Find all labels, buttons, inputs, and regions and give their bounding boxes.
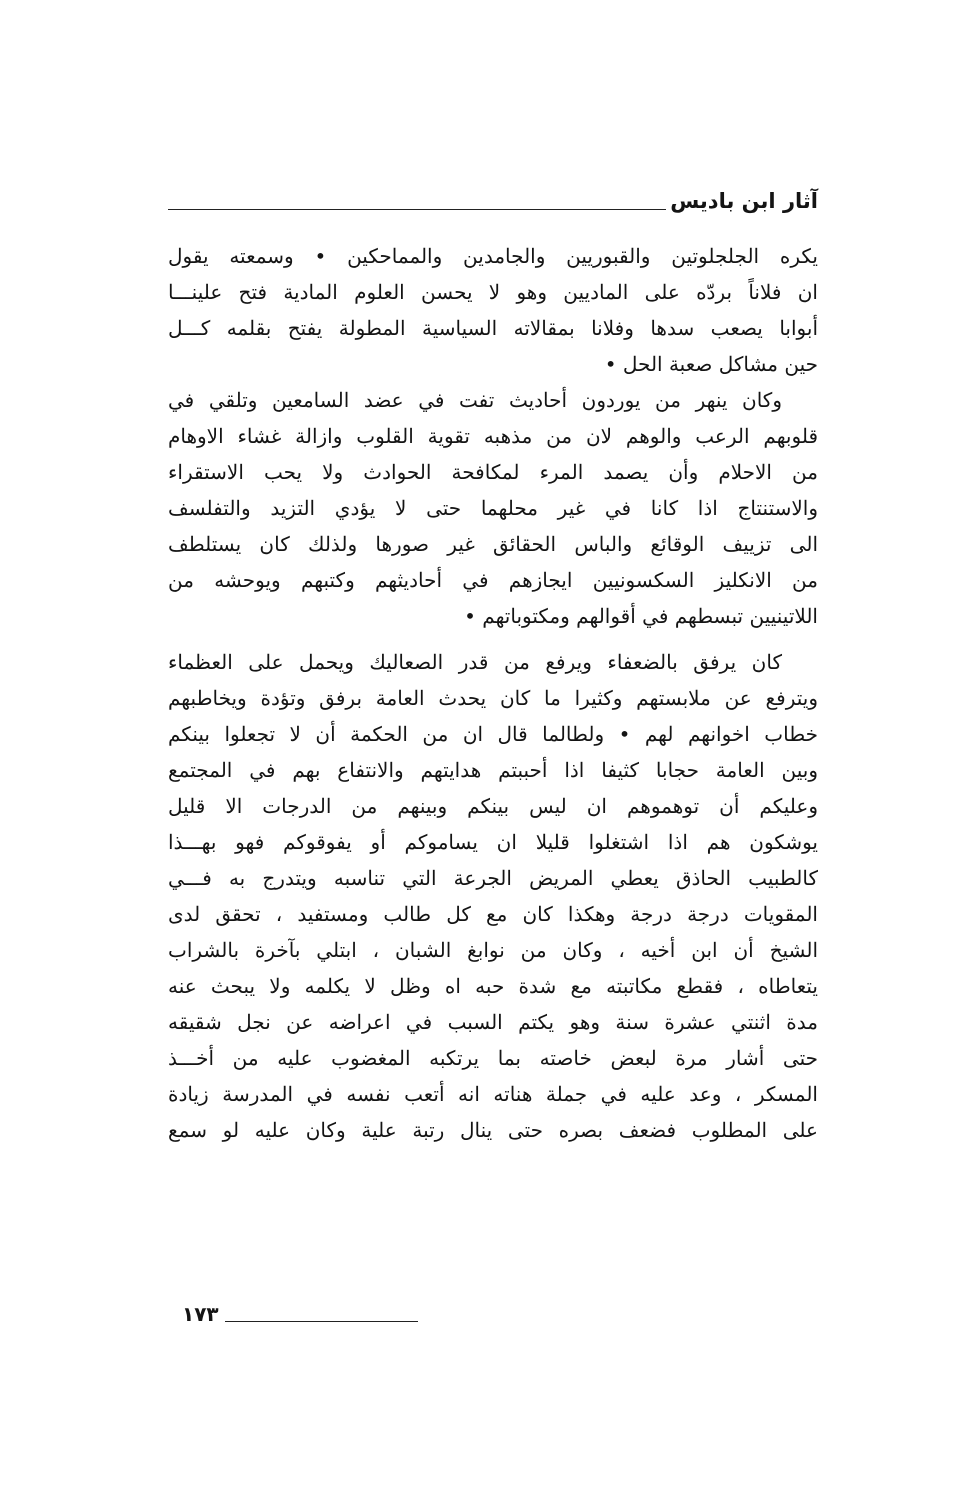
body-text [168,238,818,1148]
text-line: حين مشاكل صعبة الحل • [604,352,818,376]
text-line: المسكر ، وعد عليه في جملة هناته انه أتعب نفسه في المدرسة زيادة [168,1082,818,1106]
text-line: حتى أشار مرة لبعض خاصته بما يرتكبه المغضوب عليه من أخـــذ [168,1046,818,1070]
text-line: كالطبيب الحاذق يعطي المريض الجرعة التي تناسبه ويتدرج به فـــي [168,866,818,890]
header-rule [168,209,666,210]
text-line: على المطلوب فضعف بصره حتى ينال رتبة علية وكان عليه لو سمع [168,1118,818,1142]
footer-rule [225,1321,418,1322]
text-line: أبوابا يصعب سدها وفلانا بمقالاته السياسية المطولة يفتح بقلمه كـــل [168,316,818,340]
text-line: ويترفع عن ملابستهم وكثيرا ما كان يحدث العامة برفق وتؤدة ويخاطبهم [168,686,818,710]
running-header [168,180,818,214]
text-line: مدة اثنتي عشرة سنة وهو يكتم السبب في اعراضه عن نجل شقيقه [168,1010,818,1034]
text-line: وعليكم أن توهموهم ان ليس بينكم وبينهم من الدرجات الا قليل [168,794,818,818]
text-line: الى تزييف الوقائع والباس الحقائق غير صورها ولذلك كان يستلطف [168,532,818,556]
page-footer [168,1296,818,1326]
text-line: وبين العامة حجابا كثيفا اذا أحببتم هدايتهم والانتفاع بهم في المجتمع [168,758,818,782]
text-line: المقويات درجة درجة وهكذا كان مع كل طالب ومستفيد ، تحقق لدى [168,902,818,926]
page-number: ١٧٣ [182,1302,219,1326]
text-line: خطاب اخوانهم لهم • ولطالما قال ان من الحكمة أن لا تجعلوا بينكم [168,722,818,746]
text-line: يكره الجلجلوتين والقبوريين والجامدين والمماحكين • وسمعته يقول [168,244,818,268]
text-line: والاستنتاج اذا كانا في غير محلهما حتى لا يؤدي التزيد والتفلسف [168,496,818,520]
text-line: اللاتينيين تبسطهم في أقوالهم ومكتوباتهم • [464,604,818,628]
text-line: من الانكليز السكسونيين ايجازهم في أحاديثهم وكتبهم ويوحشه من [168,568,818,592]
text-line: ان فلاناً بردّه على الماديين وهو لا يحسن العلوم المادية فتح علينـــا [168,280,818,304]
text-line: يتعاطاه ، فقطع مكاتبته مع شدة حبه اه وظل لا يكلمه ولا يبحث عنه [168,974,818,998]
text-line: قلوبهم الرعب والوهم لان من مذهبه تقوية القلوب وازالة غشاء الاوهام [168,424,818,448]
paragraph-gap [168,634,818,644]
text-line: الشيخ أن ابن أخيه ، وكان من نوابغ الشبان ، ابتلي بآخرة بالشراب [168,938,818,962]
text-line: يوشكون هم اذا اشتغلوا قليلا ان يساموكم أو يفوقوكم فهو بهـــذا [168,830,818,854]
running-title: آثار ابن باديس [670,189,818,213]
text-line: وكان ينهر من يوردون أحاديث تفت في عضد السامعين وتلقي في [168,388,782,412]
text-line: من الاحلام وأن يصمد المرء لمكافحة الحوادث ولا يحب الاستقراء [168,460,818,484]
text-line: كان يرفق بالضعفاء ويرفع من قدر الصعاليك ويحمل على العظماء [168,650,782,674]
